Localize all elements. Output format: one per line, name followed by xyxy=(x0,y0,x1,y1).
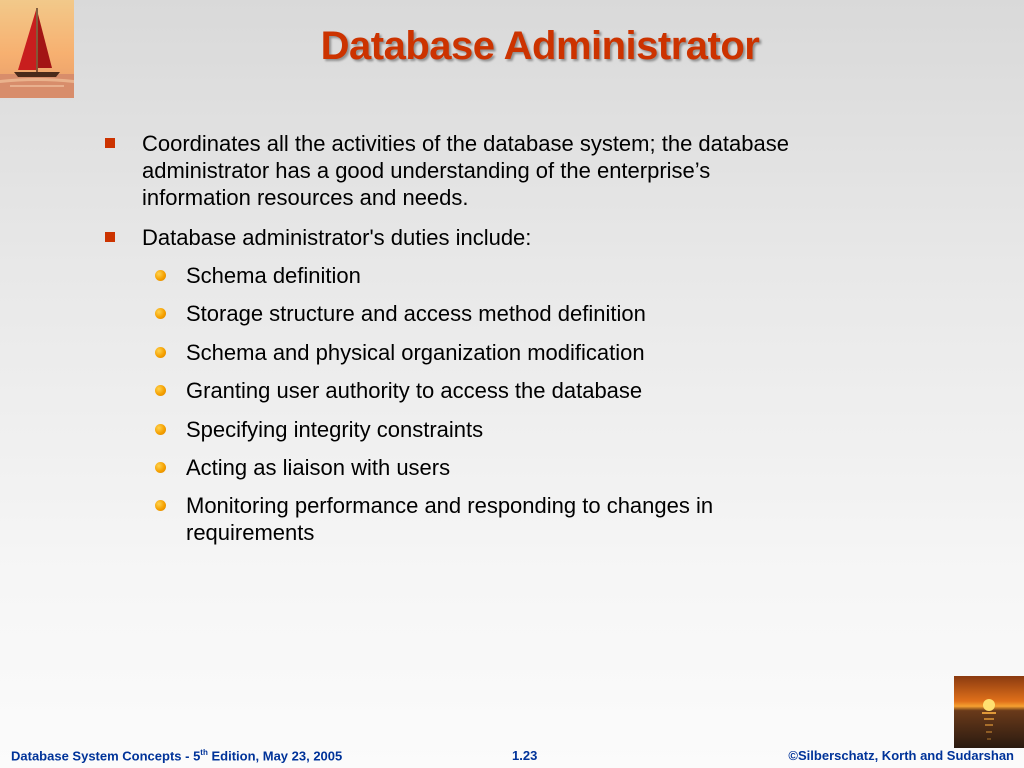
sub-bullet-item xyxy=(186,377,826,404)
round-bullet-icon xyxy=(155,347,166,358)
square-bullet-icon xyxy=(105,232,115,242)
footer-book-info xyxy=(11,748,342,763)
round-bullet-icon xyxy=(155,308,166,319)
sub-bullet-item xyxy=(186,492,826,546)
bullet-item xyxy=(142,130,822,211)
sub-bullet-text: Schema and physical organization modification xyxy=(186,340,645,365)
sub-bullet-item xyxy=(186,339,826,366)
sub-bullet-text: Acting as liaison with users xyxy=(186,455,451,480)
bullet-item xyxy=(142,224,822,251)
sub-bullet-item xyxy=(186,416,826,443)
sub-bullet-text: Schema definition xyxy=(186,263,361,288)
round-bullet-icon xyxy=(155,270,166,281)
sub-bullet-item xyxy=(186,300,826,327)
square-bullet-icon xyxy=(105,138,115,148)
footer-copyright: ©Silberschatz, Korth and Sudarshan xyxy=(788,748,1014,763)
sub-bullet-text: Monitoring performance and responding to changes in requirements xyxy=(186,493,714,545)
sub-bullet-item xyxy=(186,262,826,289)
bullet-text: Database administrator's duties include: xyxy=(142,225,532,250)
sub-bullet-text: Storage structure and access method definition xyxy=(186,301,646,326)
round-bullet-icon xyxy=(155,500,166,511)
sub-bullet-text: Granting user authority to access the database xyxy=(186,378,643,403)
bullet-text: Coordinates all the activities of the database system; the database administrator has a good understanding of the enterprise’s information resources and needs. xyxy=(142,131,789,210)
footer-page-number: 1.23 xyxy=(512,748,538,763)
round-bullet-icon xyxy=(155,385,166,396)
sub-bullet-item xyxy=(186,454,826,481)
sub-bullet-text: Specifying integrity constraints xyxy=(186,417,484,442)
footer-edition-sup: th xyxy=(200,748,208,757)
round-bullet-icon xyxy=(155,462,166,473)
round-bullet-icon xyxy=(155,424,166,435)
footer-book-title: Database System Concepts - 5 xyxy=(11,748,201,764)
slide-title: Database Administrator xyxy=(320,24,760,68)
footer-edition-date: Edition, May 23, 2005 xyxy=(207,748,343,764)
slide-footer xyxy=(0,737,1024,768)
